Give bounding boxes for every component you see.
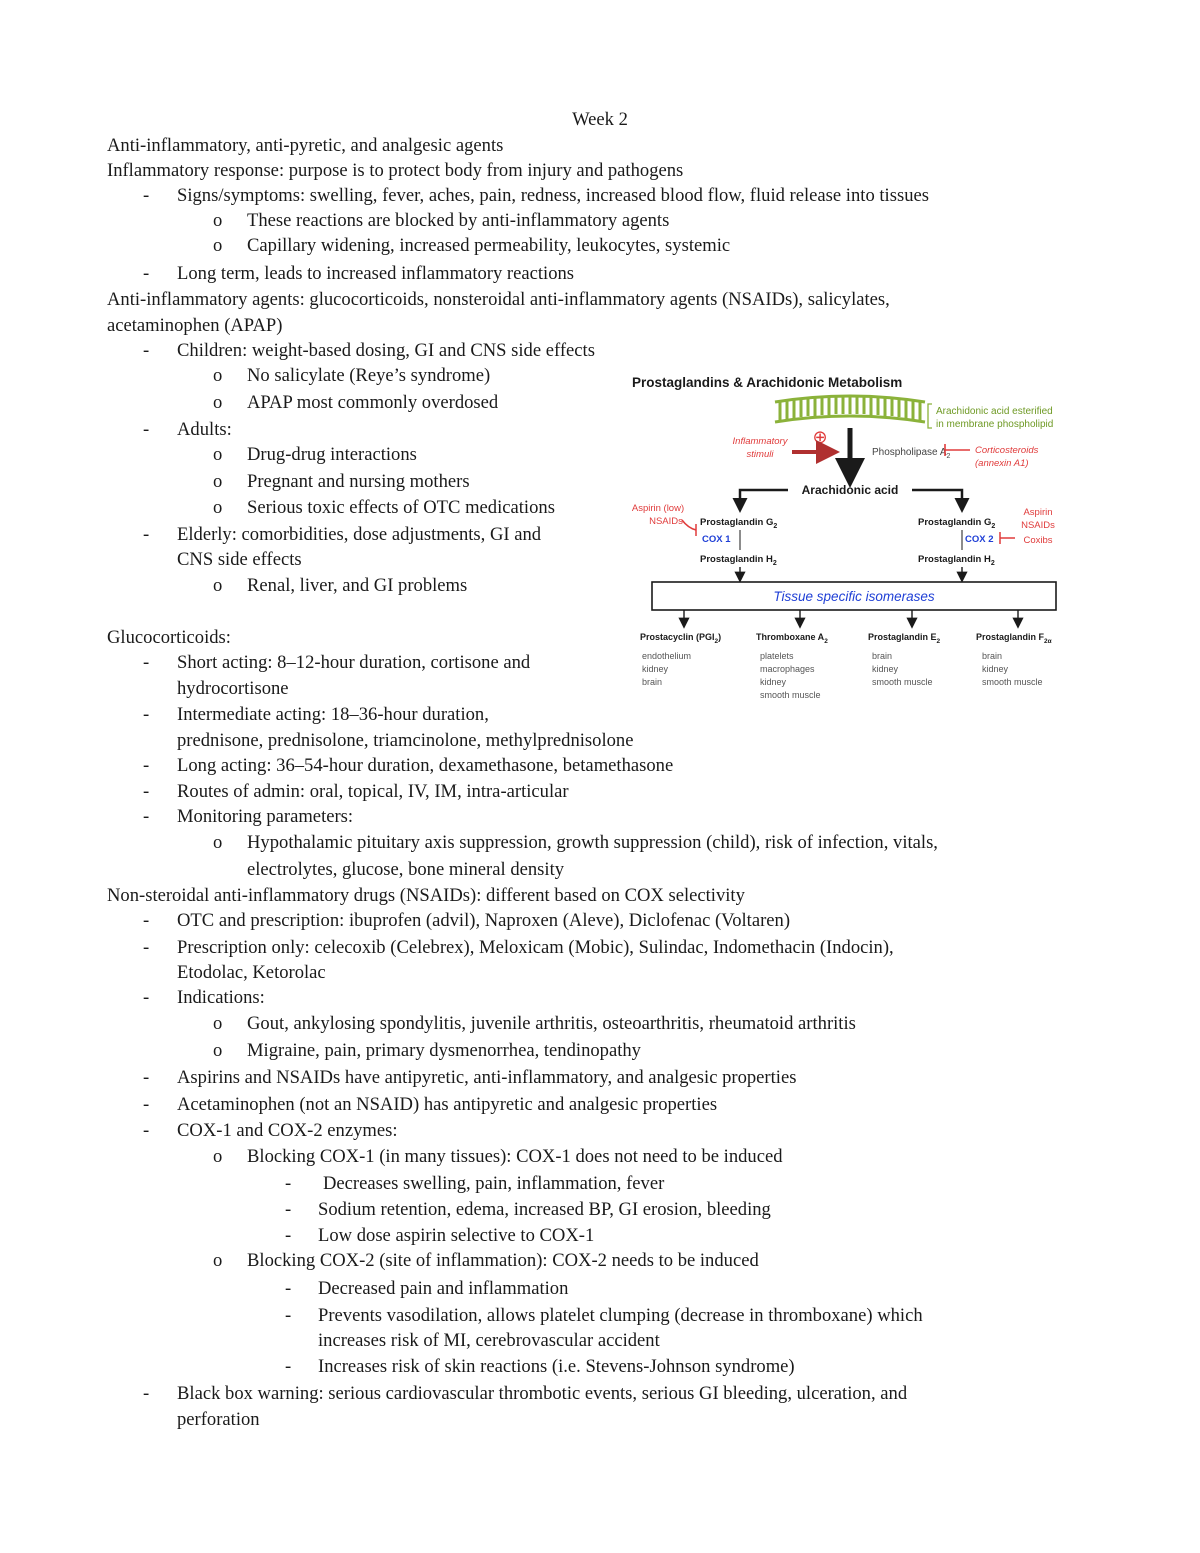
aspirin-label: Aspirin <box>1023 507 1053 518</box>
list-item: Intermediate acting: 18–36-hour duration, <box>177 704 489 725</box>
dash-bullet: - <box>143 1383 150 1404</box>
list-item: Monitoring parameters: <box>177 806 354 827</box>
dash-bullet: - <box>143 340 150 361</box>
nsaids-label: NSAIDs <box>649 516 683 527</box>
circle-bullet: o <box>213 1013 223 1034</box>
list-item: Indications: <box>177 987 265 1008</box>
product-name: Prostaglandin $E_2$ <box>868 632 941 645</box>
dash-bullet: - <box>143 781 150 802</box>
product-name: Thromboxane $A_2$ <box>756 632 828 645</box>
prostaglandin-diagram <box>620 370 1090 710</box>
left-branch-arrow <box>740 490 788 508</box>
cox1-label: COX 1 <box>702 534 731 545</box>
dash-bullet: - <box>143 524 150 545</box>
dash-bullet: - <box>285 1173 292 1194</box>
dash-bullet: - <box>285 1356 292 1377</box>
list-item-continued: increases risk of MI, cerebrovascular accident <box>318 1330 660 1351</box>
section-heading: Anti-inflammatory, anti-pyretic, and analgesic agents <box>107 135 504 156</box>
pg-h2-label: Prostaglandin $H_2$ <box>918 554 995 567</box>
inhibit-line <box>682 520 696 530</box>
dash-bullet: - <box>143 419 150 440</box>
phospholipase-label: Phospholipase $A_2$ <box>872 447 951 460</box>
membrane-label: in membrane phospholipid <box>936 419 1054 430</box>
dash-bullet: - <box>143 704 150 725</box>
circle-bullet: o <box>213 575 223 596</box>
list-item: Gout, ankylosing spondylitis, juvenile arthritis, osteoarthritis, rheumatoid arthritis <box>247 1013 856 1034</box>
circle-bullet: o <box>213 235 223 256</box>
list-item: Routes of admin: oral, topical, IV, IM, intra-articular <box>177 781 569 802</box>
circle-bullet: o <box>213 392 223 413</box>
tissue-label: macrophages <box>760 664 815 674</box>
list-item-continued: Etodolac, Ketorolac <box>177 962 326 983</box>
list-item-continued: perforation <box>177 1409 260 1430</box>
list-item: Sodium retention, edema, increased BP, GI erosion, bleeding <box>318 1199 771 1220</box>
plus-icon: ⊕ <box>812 427 828 447</box>
list-item: Decreases swelling, pain, inflammation, fever <box>323 1173 665 1194</box>
list-item-continued: hydrocortisone <box>177 678 289 699</box>
list-item: Prevents vasodilation, allows platelet clumping (decrease in thromboxane) which <box>318 1305 923 1326</box>
arachidonic-acid-label: Arachidonic acid <box>801 483 899 497</box>
list-item: APAP most commonly overdosed <box>247 392 499 413</box>
pg-g2-label: Prostaglandin $G_2$ <box>918 517 996 530</box>
isomerases-label: Tissue specific isomerases <box>773 589 935 604</box>
list-item: Prescription only: celecoxib (Celebrex), Meloxicam (Mobic), Sulindac, Indomethacin (Indocin), <box>177 937 894 958</box>
pg-g2-label: Prostaglandin $G_2$ <box>700 517 778 530</box>
product-name: Prostacyclin $(PGI_2)$ <box>640 632 722 645</box>
list-item-continued: prednisone, prednisolone, triamcinolone, methylprednisolone <box>177 730 634 751</box>
list-item: Long term, leads to increased inflammatory reactions <box>177 263 575 284</box>
list-item: Elderly: comorbidities, dose adjustments, GI and <box>177 524 542 545</box>
product-name: Prostaglandin $F_{2\alpha}$ <box>976 632 1052 645</box>
circle-bullet: o <box>213 471 223 492</box>
circle-bullet: o <box>213 1146 223 1167</box>
dash-bullet: - <box>143 755 150 776</box>
stimuli-label: stimuli <box>746 449 774 460</box>
dash-bullet: - <box>285 1305 292 1326</box>
cox2-label: COX 2 <box>965 534 994 545</box>
circle-bullet: o <box>213 1040 223 1061</box>
dash-bullet: - <box>143 263 150 284</box>
tissue-label: smooth muscle <box>982 677 1043 687</box>
circle-bullet: o <box>213 210 223 231</box>
list-item: Hypothalamic pituitary axis suppression, growth suppression (child), risk of infection, vitals, <box>247 832 938 853</box>
tissue-label: platelets <box>760 651 794 661</box>
list-item: Capillary widening, increased permeability, leukocytes, systemic <box>247 235 731 256</box>
tissue-label: kidney <box>760 677 787 687</box>
tissue-label: smooth muscle <box>760 690 821 700</box>
list-item: Adults: <box>177 419 232 440</box>
list-item-continued: CNS side effects <box>177 549 302 570</box>
tissue-label: kidney <box>872 664 899 674</box>
list-item: Pregnant and nursing mothers <box>247 471 470 492</box>
annexin-label: (annexin A1) <box>975 458 1029 469</box>
pg-h2-label: Prostaglandin $H_2$ <box>700 554 777 567</box>
tissue-label: brain <box>642 677 663 687</box>
membrane-label: Arachidonic acid esterified <box>936 406 1053 417</box>
corticosteroids-label: Corticosteroids <box>975 445 1039 456</box>
dash-bullet: - <box>143 1094 150 1115</box>
text-line: acetaminophen (APAP) <box>107 315 283 336</box>
list-item: These reactions are blocked by anti-inflammatory agents <box>247 210 670 231</box>
membrane-bilayer-icon <box>775 396 925 422</box>
list-item: Increases risk of skin reactions (i.e. Stevens-Johnson syndrome) <box>318 1356 795 1377</box>
list-item: Migraine, pain, primary dysmenorrhea, tendinopathy <box>247 1040 641 1061</box>
aspirin-low-label: Aspirin (low) <box>631 503 685 514</box>
list-item: OTC and prescription: ibuprofen (advil), Naproxen (Aleve), Diclofenac (Voltaren) <box>177 910 791 931</box>
list-item: Acetaminophen (not an NSAID) has antipyretic and analgesic properties <box>177 1094 718 1115</box>
circle-bullet: o <box>213 444 223 465</box>
list-item: Blocking COX-1 (in many tissues): COX-1 does not need to be induced <box>247 1146 783 1167</box>
tissue-label: kidney <box>642 664 669 674</box>
list-item: COX-1 and COX-2 enzymes: <box>177 1120 398 1141</box>
list-item: Black box warning: serious cardiovascular thrombotic events, serious GI bleeding, ulceration, and <box>177 1383 908 1404</box>
list-item: Renal, liver, and GI problems <box>247 575 468 596</box>
list-item: Low dose aspirin selective to COX-1 <box>318 1225 595 1246</box>
list-item: Long acting: 36–54-hour duration, dexamethasone, betamethasone <box>177 755 674 776</box>
list-item: Serious toxic effects of OTC medications <box>247 497 555 518</box>
nsaids-label: NSAIDs <box>1021 520 1055 531</box>
list-item: Decreased pain and inflammation <box>318 1278 569 1299</box>
stimuli-label: Inflammatory <box>732 436 788 447</box>
dash-bullet: - <box>285 1199 292 1220</box>
circle-bullet: o <box>213 497 223 518</box>
tissue-label: brain <box>872 651 893 661</box>
dash-bullet: - <box>143 937 150 958</box>
dash-bullet: - <box>143 806 150 827</box>
dash-bullet: - <box>285 1278 292 1299</box>
tissue-label: smooth muscle <box>872 677 933 687</box>
text-line: Inflammatory response: purpose is to protect body from injury and pathogens <box>107 160 684 181</box>
list-item: Blocking COX-2 (site of inflammation): COX-2 needs to be induced <box>247 1250 759 1271</box>
tissue-label: brain <box>982 651 1003 661</box>
dash-bullet: - <box>143 987 150 1008</box>
list-item: Children: weight-based dosing, GI and CNS side effects <box>177 340 595 361</box>
tissue-label: kidney <box>982 664 1009 674</box>
list-item-continued: electrolytes, glucose, bone mineral density <box>247 859 565 880</box>
list-item: Signs/symptoms: swelling, fever, aches, pain, redness, increased blood flow, fluid release into tissues <box>177 185 929 206</box>
text-line: Anti-inflammatory agents: glucocorticoids, nonsteroidal anti-inflammatory agents (NSAIDs), salicylates, <box>107 289 890 310</box>
page-title: Week 2 <box>572 109 628 130</box>
dash-bullet: - <box>285 1225 292 1246</box>
circle-bullet: o <box>213 832 223 853</box>
right-branch-arrow <box>912 490 962 508</box>
list-item: No salicylate (Reye’s syndrome) <box>247 365 491 386</box>
circle-bullet: o <box>213 365 223 386</box>
diagram-title: Prostaglandins & Arachidonic Metabolism <box>632 375 903 390</box>
dash-bullet: - <box>143 1120 150 1141</box>
section-heading: Non-steroidal anti-inflammatory drugs (NSAIDs): different based on COX selectivity <box>107 885 745 906</box>
list-item: Aspirins and NSAIDs have antipyretic, anti-inflammatory, and analgesic properties <box>177 1067 797 1088</box>
dash-bullet: - <box>143 910 150 931</box>
circle-bullet: o <box>213 1250 223 1271</box>
tissue-label: endothelium <box>642 651 692 661</box>
section-heading: Glucocorticoids: <box>107 627 231 648</box>
coxibs-label: Coxibs <box>1023 535 1053 546</box>
dash-bullet: - <box>143 185 150 206</box>
list-item: Drug-drug interactions <box>247 444 417 465</box>
dash-bullet: - <box>143 1067 150 1088</box>
dash-bullet: - <box>143 652 150 673</box>
list-item: Short acting: 8–12-hour duration, cortisone and <box>177 652 531 673</box>
